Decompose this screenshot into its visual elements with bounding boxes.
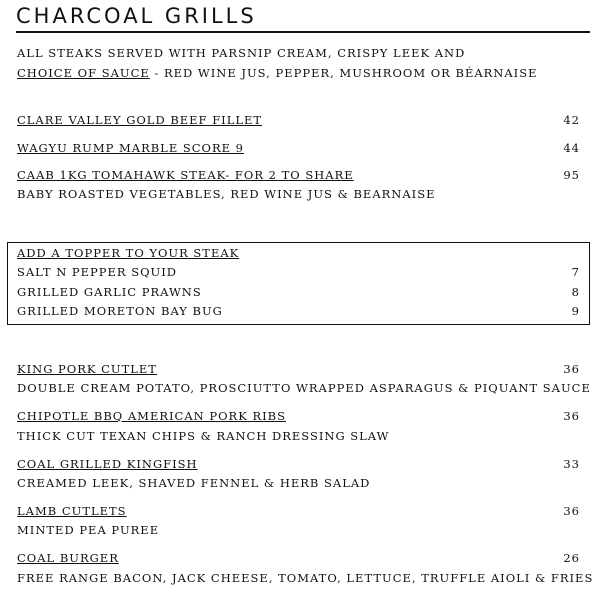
main-name: CHIPOTLE BBQ AMERICAN PORK RIBS (17, 409, 286, 423)
steak-name: CLARE VALLEY GOLD BEEF FILLET (17, 113, 263, 127)
steak-price: 42 (563, 113, 580, 127)
toppers-heading: ADD A TOPPER TO YOUR STEAK (17, 246, 240, 260)
main-price: 36 (563, 409, 580, 423)
main-price: 36 (563, 504, 580, 518)
steak-price: 44 (563, 141, 580, 155)
steak-price: 95 (563, 168, 580, 182)
main-name: LAMB CUTLETS (17, 504, 127, 518)
main-price: 36 (563, 362, 580, 376)
steak-name: CAAB 1KG TOMAHAWK STEAK- FOR 2 TO SHARE (17, 168, 354, 182)
main-name: KING PORK CUTLET (17, 362, 157, 376)
main-description: FREE RANGE BACON, JACK CHEESE, TOMATO, LETTUCE, TRUFFLE AIOLI & FRIES (17, 571, 594, 585)
topper-item: GRILLED GARLIC PRAWNS (17, 285, 202, 299)
title-divider (16, 31, 590, 33)
main-description: CREAMED LEEK, SHAVED FENNEL & HERB SALAD (17, 476, 371, 490)
main-price: 33 (563, 457, 580, 471)
page-title: CHARCOAL GRILLS (16, 4, 257, 28)
main-name: COAL GRILLED KINGFISH (17, 457, 198, 471)
main-description: DOUBLE CREAM POTATO, PROSCIUTTO WRAPPED ASPARAGUS & PIQUANT SAUCE (17, 381, 591, 395)
steak-name: WAGYU RUMP MARBLE SCORE 9 (17, 141, 245, 155)
topper-item: GRILLED MORETON BAY BUG (17, 304, 223, 318)
main-name: COAL BURGER (17, 551, 119, 565)
intro-sauce-line (17, 65, 538, 81)
main-description: THICK CUT TEXAN CHIPS & RANCH DRESSING SLAW (17, 429, 390, 443)
sauce-label: CHOICE OF SAUCE (17, 66, 150, 80)
intro-line: ALL STEAKS SERVED WITH PARSNIP CREAM, CRISPY LEEK AND (17, 46, 466, 60)
topper-item: SALT N PEPPER SQUID (17, 265, 178, 279)
topper-price: 9 (571, 304, 580, 318)
topper-price: 7 (571, 265, 580, 279)
sauce-options: - RED WINE JUS, PEPPER, MUSHROOM OR BÉARNAISE (149, 66, 538, 80)
topper-price: 8 (571, 285, 580, 299)
steak-description: BABY ROASTED VEGETABLES, RED WINE JUS & BEARNAISE (17, 187, 436, 201)
main-price: 26 (563, 551, 580, 565)
main-description: MINTED PEA PUREE (17, 523, 160, 537)
